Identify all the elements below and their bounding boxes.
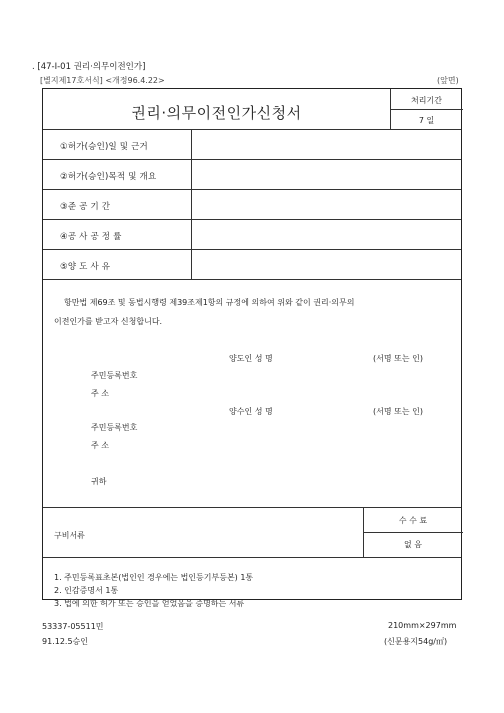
divider: [191, 129, 192, 279]
divider: [363, 532, 463, 533]
recipient: 귀하: [91, 477, 107, 486]
row-approval-date-basis: ①허가(승인)일 및 근거: [60, 142, 148, 152]
transferor-address-label: 주 소: [91, 389, 109, 398]
divider: [43, 249, 461, 250]
document-item-1: 1. 주민등록표초본(법인인 경우에는 법인등기부등본) 1통: [54, 573, 254, 582]
transferor-name-label: 양도인 성 명: [229, 354, 273, 363]
document-item-2: 2. 인감증명서 1통: [54, 586, 119, 595]
paper-size: 210mm×297mm: [388, 621, 457, 630]
form-number: [별지제17호서식] <개정96.4.22>: [40, 76, 165, 85]
divider: [43, 279, 461, 280]
row-completion-period: ③준 공 기 간: [60, 202, 111, 212]
transferor-id-label: 주민등록번호: [91, 371, 138, 380]
divider: [43, 507, 461, 508]
divider: [43, 557, 461, 558]
row-transfer-reason: ⑤양 도 사 유: [60, 262, 111, 272]
transferee-id-label: 주민등록번호: [91, 423, 138, 432]
paper-type: (신문용지54g/㎡): [384, 637, 448, 646]
transferee-address-label: 주 소: [91, 441, 109, 450]
required-documents-label: 구비서류: [54, 531, 85, 540]
row-approval-purpose: ②허가(승인)목적 및 개요: [60, 172, 157, 182]
document-item-3: 3. 법에 의한 허가 또는 승인을 얻었음을 증명하는 서류: [54, 599, 245, 608]
transferee-signature: (서명 또는 인): [373, 407, 423, 416]
application-form: [42, 88, 462, 608]
divider: [43, 219, 461, 220]
transferor-signature: (서명 또는 인): [373, 354, 423, 363]
divider: [390, 109, 463, 110]
processing-period-value: 7 일: [418, 116, 435, 125]
divider: [43, 189, 461, 190]
transferee-name-label: 양수인 성 명: [229, 407, 273, 416]
document-code: . [47-I-01 권리·의무이전인가]: [32, 62, 146, 72]
row-construction-progress: ④공 사 공 정 률: [60, 232, 122, 242]
statement-line-1: 항만법 제69조 및 동법시행령 제39조제1항의 규정에 의하여 위와 같이 권리·의무의: [64, 298, 355, 307]
divider: [43, 129, 461, 130]
fee-label: 수 수 료: [398, 516, 428, 525]
side-indicator: (앞면): [437, 76, 459, 85]
footer-approval-date: 91.12.5승인: [42, 637, 88, 646]
fee-value: 없 음: [404, 540, 422, 549]
processing-period-label: 처리기간: [411, 96, 442, 105]
divider: [43, 159, 461, 160]
footer-code: 53337-05511민: [42, 622, 104, 631]
form-title: 권리·의무이전인가신청서: [131, 104, 302, 122]
statement-line-2: 이전인가를 받고자 신청합니다.: [54, 317, 163, 326]
